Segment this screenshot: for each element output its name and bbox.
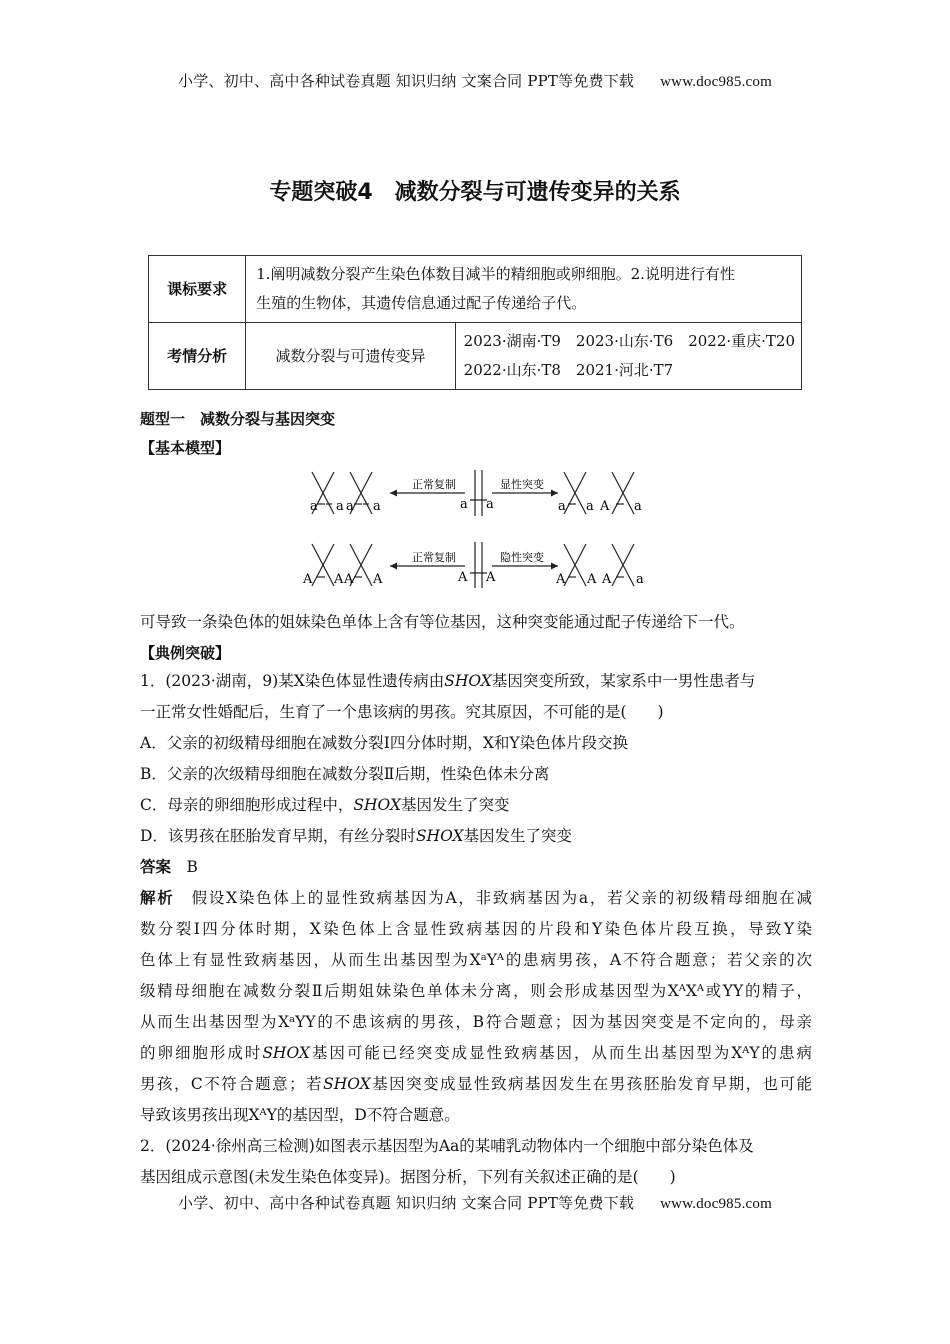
gene-label: a [346, 499, 354, 514]
gene-label: a [336, 499, 344, 514]
gene-label: a [373, 499, 381, 514]
answer-value: B [186, 858, 198, 876]
row-label-curriculum: 课标要求 [149, 256, 246, 323]
curriculum-line-2: 生殖的生物体，其遗传信息通过配子传递给子代。 [256, 294, 587, 312]
gene-label: A [486, 570, 496, 585]
page-header [0, 70, 950, 91]
section-heading: 题型一 减数分裂与基因突变 [140, 410, 336, 428]
model-heading: 【基本模型】 [140, 439, 231, 457]
gene-label: A [334, 572, 344, 587]
example-heading: 【典例突破】 [140, 644, 231, 662]
header-text: 小学、初中、高中各种试卷真题 知识归纳 文案合同 PPT等免费下载 [178, 72, 635, 90]
q1-option-b: B．父亲的次级精母细胞在减数分裂Ⅱ后期，性染色体未分离 [140, 765, 550, 783]
gene-label: A [458, 570, 468, 585]
gene-label: A [303, 572, 313, 587]
title-main: 减数分裂与可遗传变异的关系 [394, 180, 681, 205]
curriculum-line-1: 1.阐明减数分裂产生染色体数目减半的精细胞或卵细胞。2.说明进行有性 [256, 265, 735, 283]
q1-option-d: D．该男孩在胚胎发育早期，有丝分裂时SHOX基因发生了突变 [140, 827, 573, 845]
analysis-text: 假设X染色体上的显性致病基因为A，非致病基因为a，若父亲的初级精母细胞在减 [191, 889, 812, 907]
q1-analysis-line: 男孩，C不符合题意；若SHOX基因突变成显性致病基因发生在男孩胚胎发育早期，也可能 [140, 1075, 812, 1093]
footer-url[interactable]: www.doc985.com [660, 1196, 772, 1212]
gene-label: A [556, 572, 566, 587]
row-label-exam-analysis: 考情分析 [149, 323, 246, 390]
gene-label: a [486, 497, 494, 512]
exam-sources-line-1: 2023·湖南·T9 2023·山东·T6 2022·重庆·T20 [463, 332, 795, 350]
gene-label: a [460, 497, 468, 512]
conclusion-text: 可导致一条染色体的姐妹染色单体上含有等位基因，这种突变能通过配子传递给下一代。 [140, 613, 745, 631]
q1-analysis-line: 级精母细胞在减数分裂Ⅱ后期姐妹染色单体未分离，则会形成基因型为XᴬXᴬ或YY的精子， [140, 982, 812, 1000]
page-footer [0, 1192, 950, 1213]
model-conclusion [140, 607, 812, 638]
analysis-label: 解析 [140, 889, 175, 907]
answer-label: 答案 [140, 858, 172, 876]
gene-label: A [373, 572, 383, 587]
q1-analysis-line [140, 883, 812, 914]
exam-sources [455, 323, 801, 390]
arrowhead-left [390, 490, 397, 497]
header-url[interactable]: www.doc985.com [660, 74, 772, 90]
label-normal-copy-bottom: 正常复制 [412, 551, 456, 564]
curriculum-text [246, 256, 802, 323]
q1-analysis-line: 的卵细胞形成时SHOX基因可能已经突变成显性致病基因，从而生出基因型为XᴬY的患病 [140, 1044, 812, 1062]
page-title [0, 175, 950, 206]
gene-label: A [587, 572, 597, 587]
mutation-diagram [300, 460, 660, 600]
q1-stem-line-1: 1．(2023·湖南，9)某X染色体显性遗传病由SHOX基因突变所致，某家系中一男性患者与 [140, 672, 756, 690]
q2-stem-line-2: 基因组成示意图(未发生染色体变异)。据图分析，下列有关叙述正确的是( ) [140, 1168, 676, 1186]
q1-analysis-line: 数分裂Ⅰ四分体时期，X染色体上含显性致病基因的片段和Y染色体片段互换，导致Y染 [140, 920, 812, 938]
arrowhead-left [390, 563, 397, 570]
gene-label: a [636, 572, 644, 587]
label-dominant-mutation: 显性突变 [500, 478, 544, 491]
gene-label: a [586, 499, 594, 514]
q1-analysis-line: 从而生出基因型为XᵃYY的不患该病的男孩，B符合题意；因为基因突变是不定向的，母亲 [140, 1013, 812, 1031]
gene-label: a [634, 499, 642, 514]
title-prefix: 专题突破4 [269, 180, 373, 205]
q1-analysis-line: 导致该男孩出现XᴬY的基因型，D不符合题意。 [140, 1106, 460, 1124]
table-row [149, 256, 802, 323]
gene-label: a [558, 499, 566, 514]
q1-answer-line [140, 852, 812, 883]
label-recessive-mutation: 隐性突变 [500, 551, 544, 564]
arrowhead-right [551, 490, 558, 497]
exam-sources-line-2: 2022·山东·T8 2021·河北·T7 [463, 361, 674, 379]
arrowhead-right [551, 563, 558, 570]
footer-text: 小学、初中、高中各种试卷真题 知识归纳 文案合同 PPT等免费下载 [178, 1194, 635, 1212]
label-normal-copy-top: 正常复制 [412, 478, 456, 491]
table-row [149, 323, 802, 390]
question-1 [140, 666, 812, 1193]
gene-label: A [602, 572, 612, 587]
exam-topic: 减数分裂与可遗传变异 [246, 323, 455, 390]
requirements-table [148, 255, 802, 390]
q1-option-a: A．父亲的初级精母细胞在减数分裂Ⅰ四分体时期，X和Y染色体片段交换 [140, 734, 629, 752]
gene-label: A [600, 499, 610, 514]
q2-stem-line-1: 2．(2024·徐州高三检测)如图表示基因型为Aa的某哺乳动物体内一个细胞中部分染色体及 [140, 1137, 754, 1155]
q1-option-c: C．母亲的卵细胞形成过程中，SHOX基因发生了突变 [140, 796, 510, 814]
gene-label: A [344, 572, 354, 587]
q1-stem-line-2: 一正常女性婚配后，生育了一个患该病的男孩。究其原因，不可能的是( ) [140, 703, 664, 721]
gene-label: a [310, 499, 318, 514]
q1-analysis-line: 色体上有显性致病基因，从而生出基因型为XᵃYᴬ的患病男孩，A不符合题意；若父亲的次 [140, 951, 812, 969]
